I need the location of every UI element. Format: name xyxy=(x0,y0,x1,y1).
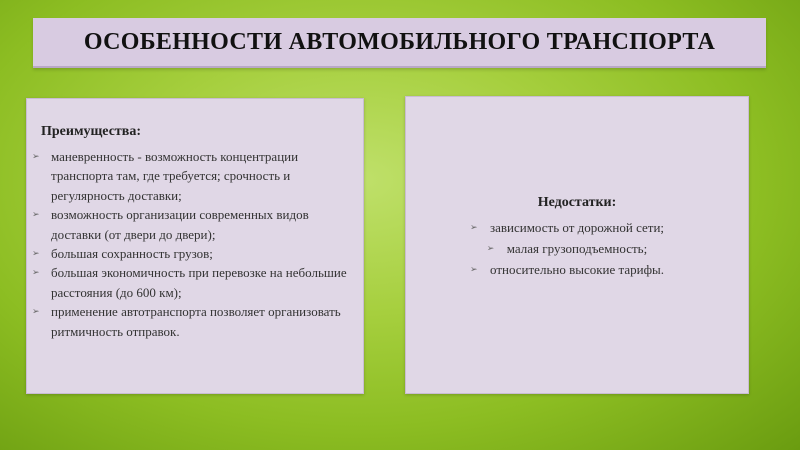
disadvantages-heading: Недостатки: xyxy=(537,195,617,210)
list-item xyxy=(406,238,748,259)
list-item xyxy=(27,244,357,263)
arrow-bullet-icon: ➢ xyxy=(469,264,478,274)
list-item xyxy=(27,302,357,341)
list-item xyxy=(406,259,748,280)
arrow-bullet-icon: ➢ xyxy=(32,267,40,278)
disadvantages-panel xyxy=(405,96,749,394)
advantages-panel xyxy=(26,98,364,394)
slide-title: ОСОБЕННОСТИ АВТОМОБИЛЬНОГО ТРАНСПОРТА xyxy=(83,28,716,55)
list-item xyxy=(27,205,357,244)
arrow-bullet-icon: ➢ xyxy=(32,248,40,259)
list-item-text: применение автотранспорта позволяет организовать ритмичность отправок. xyxy=(51,304,341,339)
advantages-list xyxy=(27,147,357,341)
advantages-heading: Преимущества: xyxy=(41,124,142,139)
disadvantages-list xyxy=(406,217,748,280)
list-item xyxy=(27,147,357,205)
list-item-text: большая экономичность при перевозке на небольшие расстояния (до 600 км); xyxy=(51,265,347,300)
list-item-text: относительно высокие тарифы. xyxy=(489,262,664,277)
list-item xyxy=(27,263,357,302)
list-item-text: малая грузоподъемность; xyxy=(506,241,648,256)
arrow-bullet-icon: ➢ xyxy=(32,209,40,220)
list-item-text: большая сохранность грузов; xyxy=(51,246,213,262)
arrow-bullet-icon: ➢ xyxy=(32,151,40,161)
list-item xyxy=(406,217,748,238)
arrow-bullet-icon: ➢ xyxy=(469,222,478,232)
list-item-text: возможность организации современных видов доставки (от двери до двери); xyxy=(51,207,309,242)
arrow-bullet-icon: ➢ xyxy=(32,306,40,317)
list-item-text: маневренность - возможность концентрации транспорта там, где требуется; срочность и регулярность доставки; xyxy=(51,149,299,203)
title-bar xyxy=(33,18,766,68)
arrow-bullet-icon: ➢ xyxy=(486,243,495,253)
list-item-text: зависимость от дорожной сети; xyxy=(489,220,665,235)
